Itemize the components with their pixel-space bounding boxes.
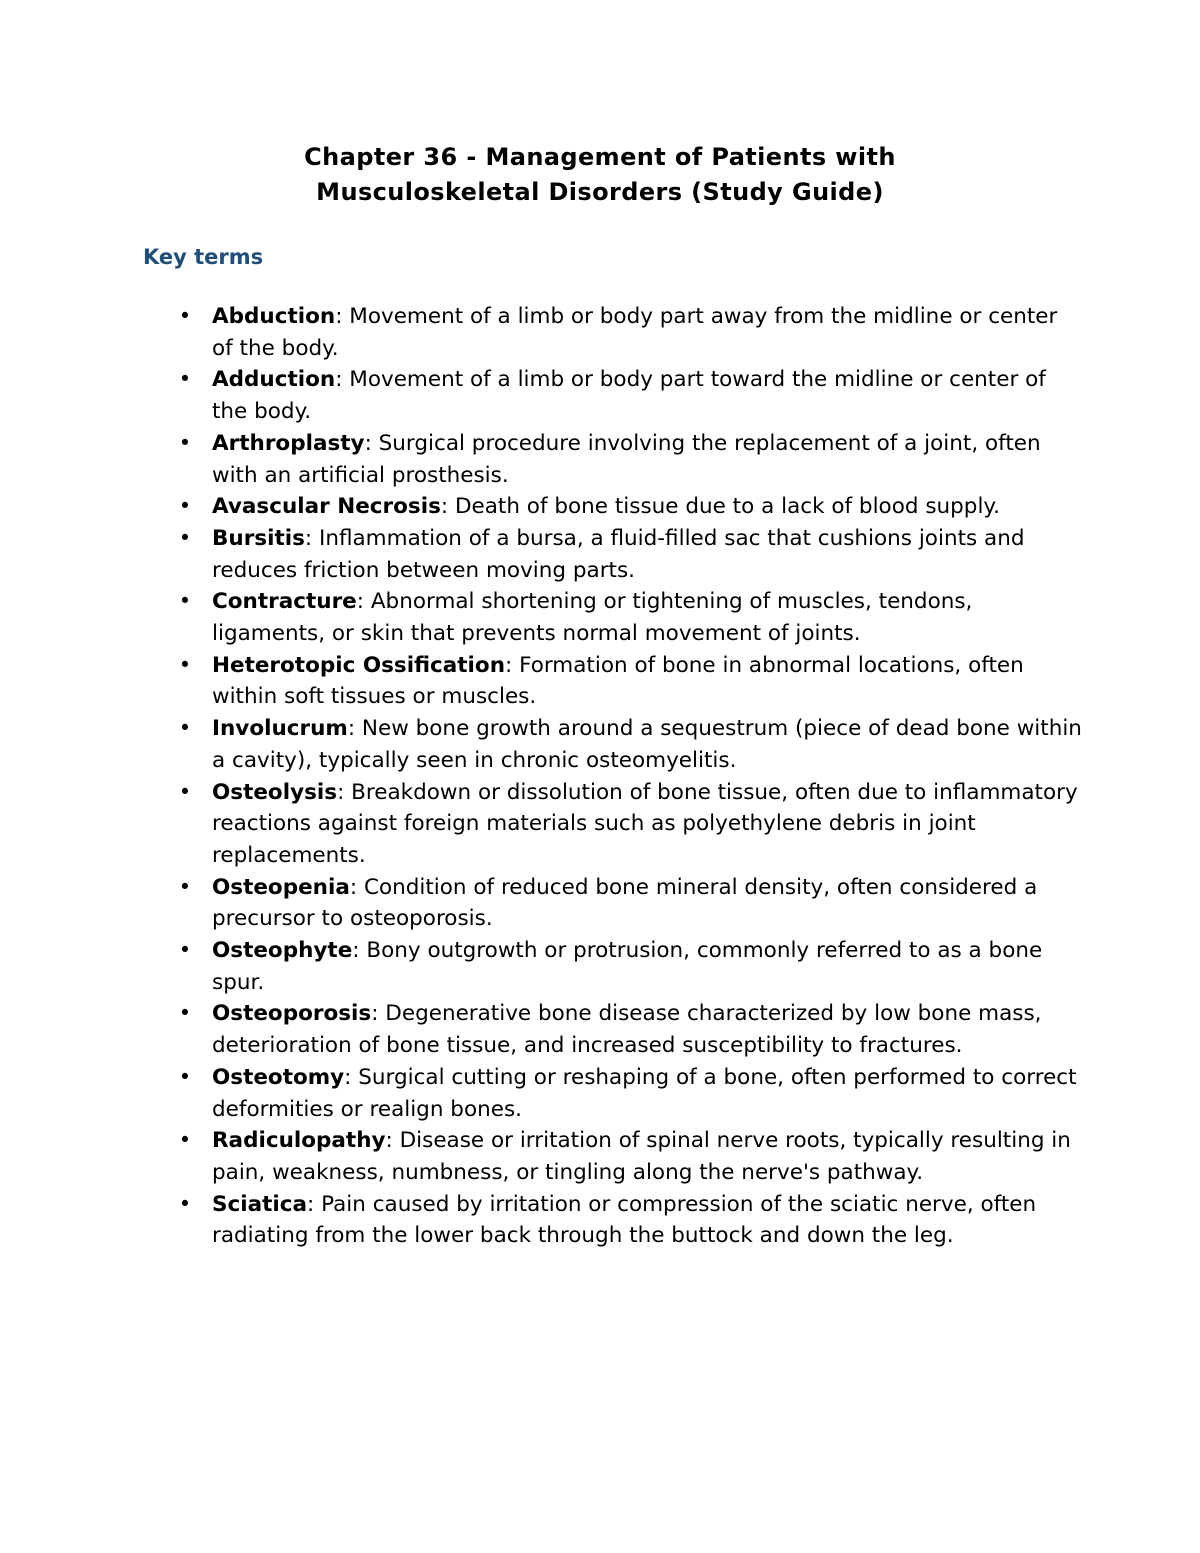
term-item — [178, 935, 1082, 998]
term-item — [178, 364, 1082, 427]
term-name: Contracture — [212, 589, 357, 615]
term-definition: : Movement of a limb or body part toward the midline or center of the body. — [212, 367, 1046, 425]
term-definition: : Degenerative bone disease characterized by low bone mass, deterioration of bone tissue, and increased susceptibility to fractures. — [212, 1001, 1042, 1059]
term-name: Osteotomy — [212, 1064, 345, 1090]
term-definition: : Formation of bone in abnormal locations, often within soft tissues or muscles. — [212, 652, 1024, 710]
term-definition: : Abnormal shortening or tightening of muscles, tendons, ligaments, or skin that prevents normal movement of joints. — [212, 589, 973, 647]
term-name: Adduction — [212, 367, 336, 393]
term-name: Radiculopathy — [212, 1128, 386, 1154]
document-title — [140, 140, 1060, 210]
term-item — [178, 491, 1082, 523]
title-line-1: Chapter 36 - Management of Patients with — [304, 143, 896, 171]
term-name: Osteoporosis — [212, 1001, 372, 1027]
term-item — [178, 523, 1082, 586]
term-item — [178, 1062, 1082, 1125]
term-item — [178, 713, 1082, 776]
bullet-icon: • — [178, 716, 192, 741]
bullet-icon: • — [178, 874, 192, 899]
term-item — [178, 650, 1082, 713]
term-item — [178, 428, 1082, 491]
term-definition: : Condition of reduced bone mineral density, often considered a precursor to osteoporosis. — [212, 874, 1038, 932]
bullet-icon: • — [178, 938, 192, 963]
bullet-icon: • — [178, 525, 192, 550]
term-definition: : Death of bone tissue due to a lack of blood supply. — [440, 494, 1000, 520]
term-definition: : Movement of a limb or body part away from the midline or center of the body. — [212, 304, 1058, 361]
bullet-icon: • — [178, 652, 192, 677]
term-name: Osteophyte — [212, 938, 353, 964]
term-item — [178, 777, 1082, 872]
term-item — [178, 1189, 1082, 1252]
key-terms-list — [178, 301, 1082, 1252]
term-name: Abduction — [212, 304, 336, 329]
term-name: Osteolysis — [212, 779, 338, 805]
term-name: Bursitis — [212, 525, 305, 551]
bullet-icon: • — [178, 589, 192, 614]
bullet-icon: • — [178, 304, 192, 328]
title-line-2: Musculoskeletal Disorders (Study Guide) — [316, 178, 884, 206]
bullet-icon: • — [178, 1064, 192, 1089]
term-item — [178, 1125, 1082, 1188]
term-name: Osteopenia — [212, 874, 350, 900]
term-name: Arthroplasty — [212, 430, 365, 456]
term-name: Avascular Necrosis — [212, 494, 441, 520]
bullet-icon: • — [178, 1191, 192, 1216]
bullet-icon: • — [178, 494, 192, 519]
bullet-icon: • — [178, 430, 192, 455]
term-name: Involucrum — [212, 716, 348, 742]
bullet-icon: • — [178, 779, 192, 804]
term-definition: : Surgical procedure involving the replacement of a joint, often with an artificial prosthesis. — [212, 430, 1041, 488]
bullet-icon: • — [178, 1128, 192, 1153]
term-definition: : Breakdown or dissolution of bone tissue, often due to inflammatory reactions against foreign materials such as polyethylene debris in joint replacements. — [212, 779, 1078, 868]
term-item — [178, 586, 1082, 649]
term-definition: : New bone growth around a sequestrum (piece of dead bone within a cavity), typically seen in chronic osteomyelitis. — [212, 716, 1082, 773]
section-heading-key-terms: Key terms — [143, 245, 264, 269]
bullet-icon: • — [178, 1001, 192, 1026]
term-name: Sciatica — [212, 1191, 308, 1217]
term-definition: : Disease or irritation of spinal nerve roots, typically resulting in pain, weakness, numbness, or tingling along the nerve's pathway. — [212, 1128, 1071, 1185]
term-item — [178, 998, 1082, 1061]
term-definition: : Surgical cutting or reshaping of a bone, often performed to correct deformities or realign bones. — [212, 1064, 1077, 1122]
term-definition: : Pain caused by irritation or compression of the sciatic nerve, often radiating from the lower back through the buttock and down the leg. — [212, 1191, 1037, 1249]
term-definition: : Inflammation of a bursa, a fluid-filled sac that cushions joints and reduces friction between moving parts. — [212, 525, 1025, 583]
bullet-icon: • — [178, 367, 192, 392]
term-definition: : Bony outgrowth or protrusion, commonly referred to as a bone spur. — [212, 938, 1043, 995]
term-item — [178, 872, 1082, 935]
term-name: Heterotopic Ossification — [212, 652, 506, 678]
term-item — [178, 301, 1082, 364]
